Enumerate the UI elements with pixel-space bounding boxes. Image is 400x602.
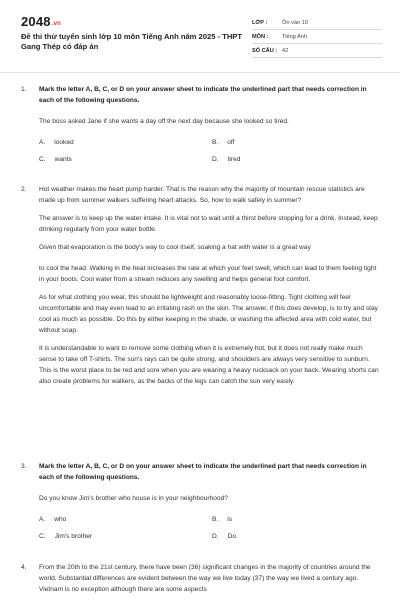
question-2: [21, 184, 381, 394]
reading-paragraph: to cool the head. Walking in the heat increases the rate at which your feet swell, which can lead to them feeling tight in your boots. Cool water from a stream reduces any swelling and helps general foot comfort.: [39, 265, 377, 283]
question-1: [21, 84, 381, 163]
question-number: 3.: [21, 463, 27, 470]
question-prompt: Mark the letter A, B, C, or D on your answer sheet to indicate the underlined part that needs correction in each of the following questions.: [39, 86, 367, 104]
meta-class-row: [252, 16, 382, 30]
reading-paragraph: The answer is to keep up the water intake. It is vital not to wait until a thirst before stopping for a drink. Instead, keep drinking regularly from your water bottle.: [39, 215, 378, 233]
question-number: 2.: [21, 186, 27, 193]
answer-options: [39, 137, 381, 163]
meta-subject-value[interactable]: Tiếng Anh: [282, 33, 307, 40]
meta-subject-row: [252, 30, 382, 44]
question-sentence: The boss asked Jane if she wants a day off the next day because she looked so tired.: [39, 118, 289, 125]
option-d[interactable]: D. Do: [212, 533, 237, 540]
site-logo[interactable]: 2048.vn: [21, 14, 62, 29]
question-4: [21, 562, 381, 602]
option-a[interactable]: A. looked: [39, 139, 74, 146]
question-3: [21, 461, 381, 540]
question-number: 4.: [21, 564, 27, 571]
meta-key: SỐ CÂU :: [252, 47, 278, 54]
question-sentence: Do you know Jim's brother who house is in your neighbourhood?: [39, 495, 228, 502]
document-title: Đề thi thử tuyển sinh lớp 10 môn Tiếng Anh năm 2025 - THPT Gang Thép có đáp án: [21, 32, 243, 51]
header-divider: [0, 72, 400, 73]
option-d[interactable]: D. tired: [212, 156, 241, 163]
option-b[interactable]: B. off: [212, 139, 235, 146]
option-c[interactable]: C. Jim's brother: [39, 533, 93, 540]
reading-paragraph: Hot weather makes the heart pump harder. That is the reason why the majority of mountain rescue statistics are made up from summer walkers suffering heart attacks. So, how to walk safely in summer?: [39, 186, 365, 204]
question-number: 1.: [21, 86, 27, 93]
option-a[interactable]: A. who: [39, 516, 67, 523]
answer-options: [39, 514, 381, 540]
option-c[interactable]: C. wants: [39, 156, 72, 163]
meta-class-value[interactable]: Ôn vào 10: [282, 19, 308, 26]
reading-paragraph: From the 20th to the 21st century, there have been (36) significant changes in the majority of countries around the world. Substantial differences are evident between the way we live today (37) the way we lived a century ago. Vietnam is no exception although there are some aspects: [39, 564, 371, 593]
document-meta: [252, 16, 382, 58]
option-b[interactable]: B. is: [212, 516, 232, 523]
meta-key: MÔN :: [252, 33, 269, 40]
meta-count-row: [252, 44, 382, 58]
reading-paragraph: As for what clothing you wear, this should be lightweight and reasonably loose-fitting. Tight clothing will feel uncomfortable and may even lead to an irritating rash on the skin. The answer, if this does develop, is to try and stay cool as much as possible. Do this by either keeping in the shade, or washing the affected area with cold water, but without soap.: [39, 294, 378, 334]
reading-paragraph: It is understandable to want to remove some clothing when it is extremely hot, but it does not really make much sense to take off T-shirts. The sun's rays can be quite strong, and shoulders are always very sensitive to sunburn. This is the worst place to be red and sore when you are wearing a heavy rucksack on your back. Wearing shorts can also create problems for walkers, as the backs of the legs can catch the sun very easily.: [39, 345, 379, 385]
question-prompt: Mark the letter A, B, C, or D on your answer sheet to indicate the underlined part that needs correction in each of the following questions.: [39, 463, 367, 481]
meta-key: LỚP :: [252, 19, 268, 26]
reading-paragraph: Given that evaporation is the body's way to cool itself, soaking a hat with water is a great way: [39, 244, 311, 251]
meta-count-value: 42: [282, 47, 289, 54]
